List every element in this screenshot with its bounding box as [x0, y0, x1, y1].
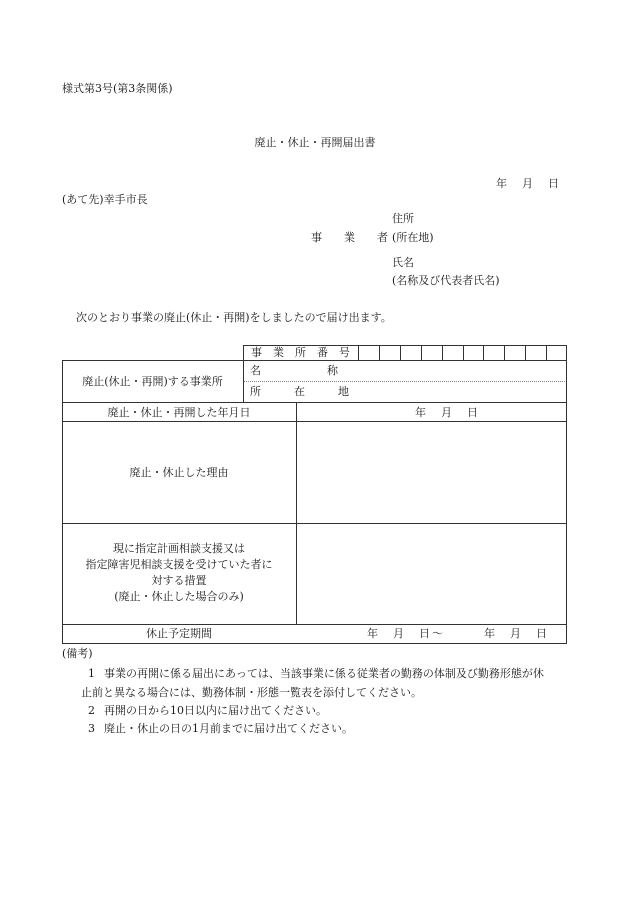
table-line [62, 643, 567, 644]
office-location-field[interactable] [350, 384, 562, 400]
applicant-name-detail-label: (名称及び代表者氏名) [392, 274, 500, 287]
period-label: 休止予定期間 [146, 627, 212, 640]
table-line [62, 421, 567, 422]
table-dotted-line [243, 381, 567, 382]
period-value[interactable]: 年 月 日～ 年 月 日 [367, 627, 549, 640]
table-line [62, 624, 567, 625]
office-number-digit-box[interactable] [400, 345, 416, 360]
office-name-label: 名 称 [250, 364, 338, 377]
addressee: (あて先)幸手市長 [62, 193, 148, 206]
table-line [566, 345, 567, 644]
notification-table [62, 345, 567, 644]
intro-text: 次のとおり事業の廃止(休止・再開)をしましたので届け出ます。 [76, 311, 392, 324]
form-title: 廃止・休止・再開届出書 [254, 136, 376, 149]
note-text-line: 止前と異なる場合には、勤務体制・形態一覧表を添付してください。 [81, 686, 422, 699]
table-line [62, 523, 567, 524]
office-number-digit-box[interactable] [546, 345, 562, 360]
note-number: 1 [88, 667, 95, 680]
note-number: 3 [88, 722, 95, 735]
note-number: 2 [88, 704, 95, 717]
applicant-entity-label: 事 業 者 [311, 231, 388, 244]
measures-label [62, 541, 296, 605]
measures-field[interactable] [298, 525, 564, 622]
table-line [62, 402, 567, 403]
measures-label-line: 現に指定計画相談支援又は [113, 542, 245, 555]
measures-label-line: 指定障害児相談支援を受けていた者に [85, 558, 273, 571]
notes-heading: (備考) [62, 647, 93, 660]
office-number-digit-box[interactable] [504, 345, 520, 360]
applicant-name-label: 氏名 [392, 256, 414, 269]
measures-label-line: (廃止・休止した場合のみ) [114, 590, 244, 603]
office-location-label: 所 在 地 [250, 385, 349, 398]
date-row-label: 廃止・休止・再開した年月日 [107, 406, 251, 419]
table-line [243, 345, 244, 403]
applicant-address-label: 住所 [392, 212, 414, 225]
office-number-digit-box[interactable] [442, 345, 458, 360]
note-text-line: 再開の日から10日以内に届け出てください。 [104, 704, 327, 717]
measures-label-line: 対する措置 [151, 574, 207, 587]
note-text-line: 事業の再開に係る届出にあっては、当該事業に係る従業者の勤務の体制及び勤務形態が休 [104, 667, 544, 680]
office-number-digit-box[interactable] [483, 345, 499, 360]
office-number-label: 事 業 所 番 号 [251, 346, 350, 359]
office-number-digit-box[interactable] [379, 345, 395, 360]
table-line [62, 360, 243, 361]
office-number-digit-box[interactable] [358, 345, 374, 360]
reason-field[interactable] [298, 423, 564, 521]
office-number-digit-box[interactable] [421, 345, 437, 360]
applicant-location-label: (所在地) [392, 231, 434, 244]
table-line [296, 402, 297, 624]
office-number-digit-box[interactable] [463, 345, 479, 360]
note-text-line: 廃止・休止の日の1月前までに届け出てください。 [104, 722, 353, 735]
form-number: 様式第3号(第3条関係) [62, 82, 173, 95]
date-row-value[interactable]: 年 月 日 [415, 406, 480, 419]
office-number-digit-box[interactable] [525, 345, 541, 360]
reason-label: 廃止・休止した理由 [129, 466, 229, 479]
office-name-field[interactable] [350, 363, 562, 379]
table-line [243, 360, 567, 361]
submission-date: 年 月 日 [496, 177, 561, 190]
office-label: 廃止(休止・再開)する事業所 [82, 375, 223, 388]
